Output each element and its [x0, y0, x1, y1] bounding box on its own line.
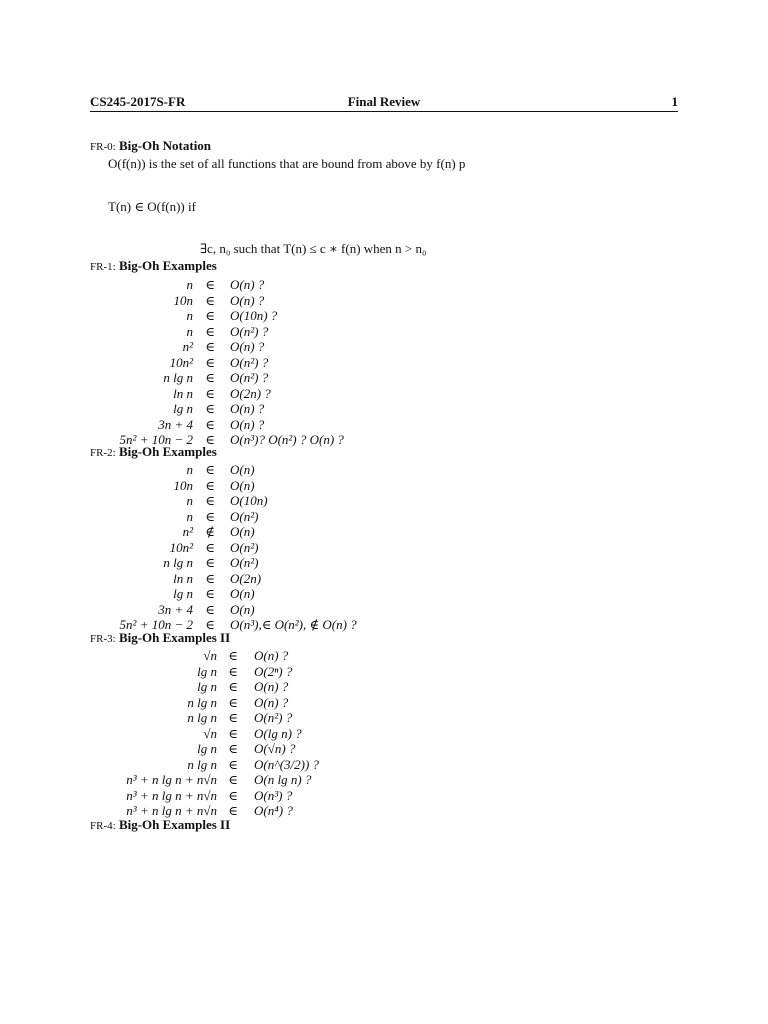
- membership-symbol: ∈: [205, 462, 215, 477]
- formula-rhs: O(n) ?: [230, 339, 265, 354]
- formula-lhs: n: [186, 323, 193, 339]
- membership-symbol: ∈: [205, 401, 215, 416]
- formula-rhs: O(n) ?: [254, 648, 289, 663]
- formula-rhs: O(n²) ?: [254, 710, 293, 725]
- section-fr2-heading: [90, 444, 217, 460]
- formula-row: [0, 385, 271, 401]
- document-title: Final Review: [347, 94, 421, 109]
- formula-lhs: 10n²: [169, 539, 193, 555]
- formula-row: [0, 725, 302, 741]
- membership-symbol: ∈: [228, 787, 238, 803]
- formula-rhs: O(n²) ?: [230, 323, 269, 339]
- formula-rhs: O(2n): [230, 570, 262, 586]
- formula-lhs: n²: [182, 524, 193, 539]
- formula-lhs: lg n: [197, 741, 217, 756]
- membership-symbol: ∉: [205, 524, 215, 539]
- membership-symbol: ∈: [228, 756, 238, 772]
- formula-row: [0, 308, 278, 323]
- formula-row: [0, 493, 268, 508]
- formula-row: [0, 292, 265, 308]
- formula-row: [0, 803, 293, 818]
- formula-rhs: O(n) ?: [230, 401, 265, 416]
- header-rule: [90, 111, 678, 112]
- membership-symbol: ∈: [205, 308, 215, 323]
- formula-row: [0, 370, 269, 385]
- formula-rhs: O(n) ?: [230, 292, 265, 308]
- formula-lhs: ln n: [173, 385, 193, 401]
- formula-row: [0, 787, 293, 803]
- condition-line: T(n) ∈ O(f(n)) if: [108, 199, 196, 214]
- formula-row: [0, 710, 293, 725]
- formula-row: [0, 663, 293, 679]
- formula-rhs: O(n): [230, 601, 255, 617]
- section-fr4-heading: [90, 817, 230, 833]
- formula-lhs: 5n² + 10n − 2: [119, 432, 193, 447]
- formula-rhs: O(n) ?: [254, 679, 289, 694]
- membership-symbol: ∈: [205, 339, 215, 354]
- section-title: Big-Oh Examples: [118, 444, 217, 459]
- formula-rhs: O(n⁴) ?: [254, 803, 293, 818]
- formula-rhs: O(n): [230, 586, 255, 601]
- formula-lhs: n³ + n lg n + n√n: [126, 772, 217, 787]
- formula-lhs: 10n: [173, 292, 193, 308]
- membership-symbol: ∈: [205, 555, 215, 570]
- membership-symbol: ∈: [205, 601, 215, 617]
- formula-rhs: O(n) ?: [230, 416, 265, 432]
- formula-lhs: n: [186, 462, 193, 477]
- formula-lhs: n lg n: [187, 710, 217, 725]
- membership-symbol: ∈: [205, 539, 215, 555]
- formula-lhs: ln n: [173, 570, 193, 586]
- membership-symbol: ∈: [228, 772, 238, 787]
- formula-lhs: 3n + 4: [158, 601, 193, 617]
- membership-symbol: ∈: [228, 663, 238, 679]
- formula-lhs: n lg n: [187, 756, 217, 772]
- formula-row: [0, 462, 255, 477]
- formula-lhs: 10n²: [169, 354, 193, 370]
- membership-symbol: ∈: [205, 432, 215, 447]
- formula-rhs: O(2ⁿ) ?: [254, 663, 293, 679]
- formula-lhs: 10n: [173, 477, 193, 493]
- section-title: Big-Oh Examples II: [118, 630, 231, 645]
- formula-lhs: n²: [182, 339, 193, 354]
- formula-rhs: O(n): [230, 524, 255, 539]
- membership-symbol: ∈: [205, 570, 215, 586]
- formula-lhs: lg n: [173, 401, 193, 416]
- formula-row: [0, 477, 255, 493]
- formula-row: [0, 756, 320, 772]
- membership-symbol: ∈: [228, 694, 238, 710]
- formula-rhs: O(n²): [230, 555, 259, 570]
- formula-rhs: O(n²): [230, 539, 259, 555]
- formula-row: [0, 277, 265, 292]
- section-title: Big-Oh Notation: [118, 138, 212, 153]
- membership-symbol: ∈: [205, 385, 215, 401]
- formula-rhs: O(n²): [230, 508, 259, 524]
- formula-row: [0, 323, 269, 339]
- formula-lhs: n: [186, 277, 193, 292]
- formula-row: [0, 339, 265, 354]
- formula-row: [0, 555, 259, 570]
- formula-rhs: O(lg n) ?: [254, 725, 302, 741]
- formula-lhs: √n: [203, 648, 217, 663]
- formula-lhs: n lg n: [163, 555, 193, 570]
- formula-row: [0, 741, 296, 756]
- membership-symbol: ∈: [205, 323, 215, 339]
- membership-symbol: ∈: [205, 508, 215, 524]
- formula-lhs: lg n: [197, 663, 217, 679]
- formula-row: [0, 586, 255, 601]
- formula-lhs: lg n: [173, 586, 193, 601]
- formula-row: [0, 772, 312, 787]
- section-number: FR-1:: [90, 261, 116, 273]
- formula-lhs: n: [186, 308, 193, 323]
- membership-symbol: ∈: [228, 741, 238, 756]
- formula-lhs: 3n + 4: [158, 416, 193, 432]
- formula-row: [0, 508, 259, 524]
- formula-rhs: O(√n) ?: [254, 741, 296, 756]
- formula-rhs: O(n³),∈ O(n²), ∉ O(n) ?: [230, 617, 357, 632]
- formula-rhs: O(2n) ?: [230, 385, 271, 401]
- section-title: Big-Oh Examples II: [118, 817, 231, 832]
- membership-symbol: ∈: [205, 493, 215, 508]
- formula-rhs: O(n²) ?: [230, 370, 269, 385]
- formula-rhs: O(n^(3/2)) ?: [254, 756, 320, 772]
- course-code: CS245-2017S-FR: [90, 94, 186, 109]
- formula-row: [0, 524, 255, 539]
- membership-symbol: ∈: [205, 370, 215, 385]
- membership-symbol: ∈: [228, 803, 238, 818]
- formula-row: [0, 401, 265, 416]
- membership-symbol: ∈: [205, 416, 215, 432]
- formula-row: [0, 539, 259, 555]
- membership-symbol: ∈: [205, 292, 215, 308]
- formula-lhs: n: [186, 508, 193, 524]
- formula-rhs: O(n³)? O(n²) ? O(n) ?: [230, 432, 344, 447]
- existence-line: ∃c, n₀ such that T(n) ≤ c ∗ f(n) when n > n₀: [200, 241, 427, 256]
- page-number: 1: [671, 94, 678, 109]
- formula-rhs: O(n) ?: [254, 694, 289, 710]
- section-fr3-heading: [90, 630, 230, 646]
- membership-symbol: ∈: [205, 477, 215, 493]
- membership-symbol: ∈: [205, 586, 215, 601]
- membership-symbol: ∈: [205, 277, 215, 292]
- formula-rhs: O(n lg n) ?: [254, 772, 312, 787]
- formula-row: [0, 694, 289, 710]
- formula-rhs: O(n) ?: [230, 277, 265, 292]
- formula-lhs: lg n: [197, 679, 217, 694]
- formula-row: [0, 648, 289, 663]
- formula-row: [0, 354, 269, 370]
- section-fr0-heading: [90, 138, 211, 154]
- definition-line: O(f(n)) is the set of all functions that are bound from above by f(n) p: [108, 156, 466, 171]
- membership-symbol: ∈: [228, 648, 238, 663]
- formula-lhs: n³ + n lg n + n√n: [126, 803, 217, 818]
- section-number: FR-4:: [90, 820, 116, 832]
- formula-row: [0, 416, 265, 432]
- formula-rhs: O(n³) ?: [254, 787, 293, 803]
- section-number: FR-3:: [90, 633, 116, 645]
- formula-lhs: n lg n: [163, 370, 193, 385]
- formula-lhs: n³ + n lg n + n√n: [126, 787, 217, 803]
- formula-rhs: O(n): [230, 477, 255, 493]
- section-fr1-heading: [90, 258, 217, 274]
- membership-symbol: ∈: [205, 617, 215, 632]
- membership-symbol: ∈: [228, 725, 238, 741]
- section-number: FR-0:: [90, 141, 116, 153]
- formula-row: [0, 570, 262, 586]
- formula-lhs: 5n² + 10n − 2: [119, 617, 193, 632]
- formula-lhs: n lg n: [187, 694, 217, 710]
- page-header: [90, 94, 678, 110]
- membership-symbol: ∈: [205, 354, 215, 370]
- membership-symbol: ∈: [228, 710, 238, 725]
- formula-row: [0, 679, 289, 694]
- formula-rhs: O(10n) ?: [230, 308, 278, 323]
- formula-row: [0, 601, 255, 617]
- formula-rhs: O(n²) ?: [230, 354, 269, 370]
- membership-symbol: ∈: [228, 679, 238, 694]
- section-title: Big-Oh Examples: [118, 258, 217, 273]
- section-number: FR-2:: [90, 447, 116, 459]
- formula-rhs: O(10n): [230, 493, 268, 508]
- formula-lhs: √n: [203, 725, 217, 741]
- formula-rhs: O(n): [230, 462, 255, 477]
- formula-lhs: n: [186, 493, 193, 508]
